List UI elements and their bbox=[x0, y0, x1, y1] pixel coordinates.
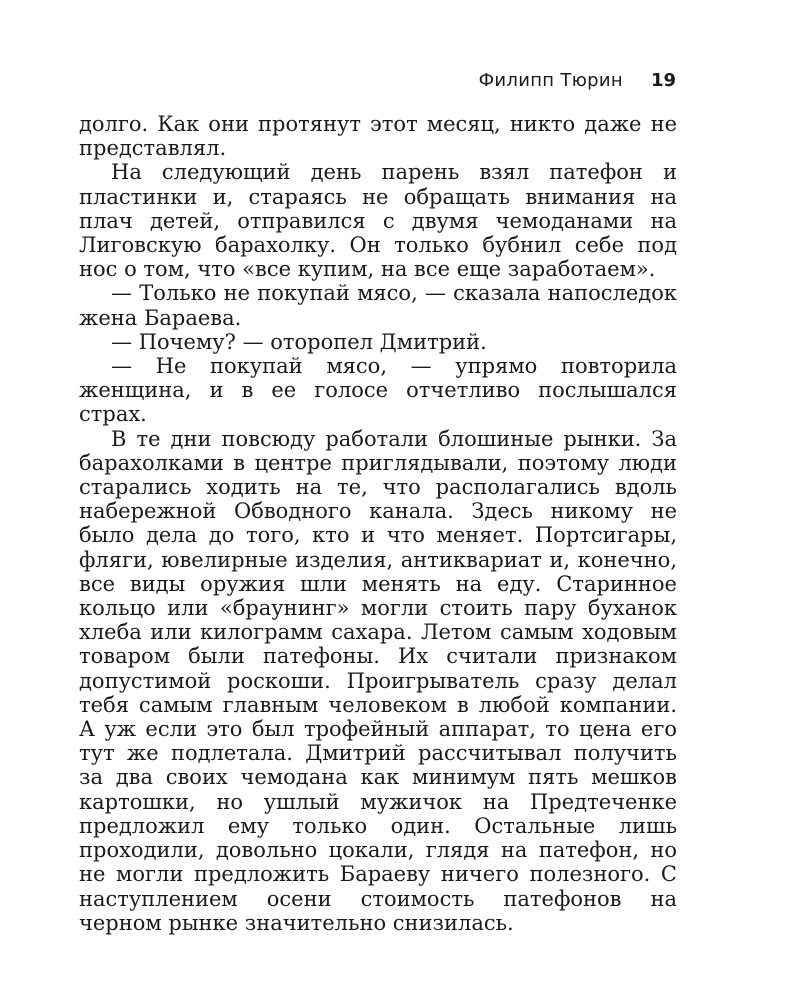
dialogue-line: — Не покупай мясо, — упрямо повторила женщина, и в ее голосе отчетливо послышался страх. bbox=[79, 354, 677, 427]
paragraph: долго. Как они протянут этот месяц, никто даже не представлял. bbox=[79, 112, 677, 161]
running-header bbox=[479, 70, 676, 91]
paragraph: На следующий день парень взял патефон и пластинки и, стараясь не обращать внимания на плач детей, отправился с двумя чемоданами на Лиговскую барахолку. Он только бубнил себе под нос о том, что «все купим, на все еще заработаем». bbox=[79, 160, 677, 282]
author-name: Филипп Тюрин bbox=[478, 70, 623, 91]
paragraph: В те дни повсюду работали блошиные рынки. За барахолками в центре приглядывали, поэтому люди старались ходить на те, что располагались вдоль набережной Обводного канала. Здесь никому не было дела до того, кто и что меняет. Портсигары, фляги, ювелирные изделия, антиквариат и, конечно, все виды оружия шли менять на еду. Старинное кольцо или «браунинг» могли стоить пару буханок хлеба или килограмм сахара. Летом самым ходовым товаром были патефоны. Их считали признаком допустимой роскоши. Проигрыватель сразу делал тебя самым главным человеком в любой компании. А уж если это был трофейный аппарат, то цена его тут же подлетала. Дмитрий рассчитывал получить за два своих чемодана как минимум пять мешков картошки, но ушлый мужичок на Предтеченке предложил ему только один. Остальные лишь проходили, довольно цокали, глядя на патефон, но не могли предложить Бараеву ничего полезного. С наступлением осени стоимость патефонов на черном рынке значительно снизилась. bbox=[79, 426, 677, 935]
dialogue-line: — Почему? — оторопел Дмитрий. bbox=[111, 329, 487, 354]
dialogue-line: — Только не покупай мясо, — сказала напоследок жена Бараева. bbox=[79, 281, 677, 330]
page-number: 19 bbox=[650, 70, 676, 91]
body-text bbox=[79, 112, 677, 935]
